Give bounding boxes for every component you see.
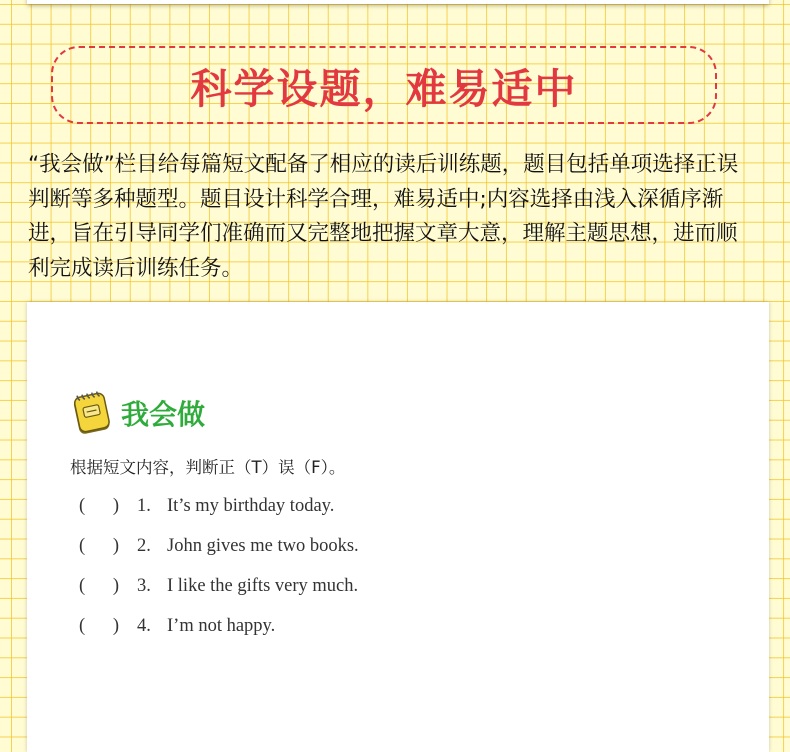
question-text: I’m not happy. [167, 616, 276, 636]
page-title: 科学设题，难易适中 [190, 64, 578, 113]
question-number: 3. [137, 576, 151, 596]
question-number: 1. [137, 496, 151, 516]
question-item [79, 536, 359, 576]
notebook-icon [69, 390, 115, 436]
question-number: 2. [137, 536, 151, 556]
question-item [79, 576, 359, 616]
answer-bracket[interactable]: ( ) [79, 536, 120, 556]
section-header [69, 390, 205, 436]
top-card-edge [27, 0, 769, 4]
answer-bracket[interactable]: ( ) [79, 616, 120, 636]
section-title: 我会做 [121, 398, 206, 431]
question-item [79, 496, 359, 536]
question-number: 4. [137, 616, 151, 636]
question-list [79, 496, 359, 656]
answer-bracket[interactable]: ( ) [79, 496, 120, 516]
title-banner [51, 46, 717, 124]
question-text: I like the gifts very much. [167, 576, 359, 596]
question-text: It’s my birthday today. [167, 496, 335, 516]
exercise-card [27, 302, 769, 752]
answer-bracket[interactable]: ( ) [79, 576, 120, 596]
instruction-text: 根据短文内容，判断正（T）误（F）。 [70, 458, 346, 477]
question-item [79, 616, 359, 656]
question-text: John gives me two books. [167, 536, 359, 556]
intro-paragraph: “我会做”栏目给每篇短文配备了相应的读后训练题，题目包括单项选择正误判断等多种题型。题目设计科学合理，难易适中;内容选择由浅入深循序渐进，旨在引导同学们准确而又完整地把握文章大意，理解主题思想，进而顺利完成读后训练任务。 [28, 152, 739, 281]
